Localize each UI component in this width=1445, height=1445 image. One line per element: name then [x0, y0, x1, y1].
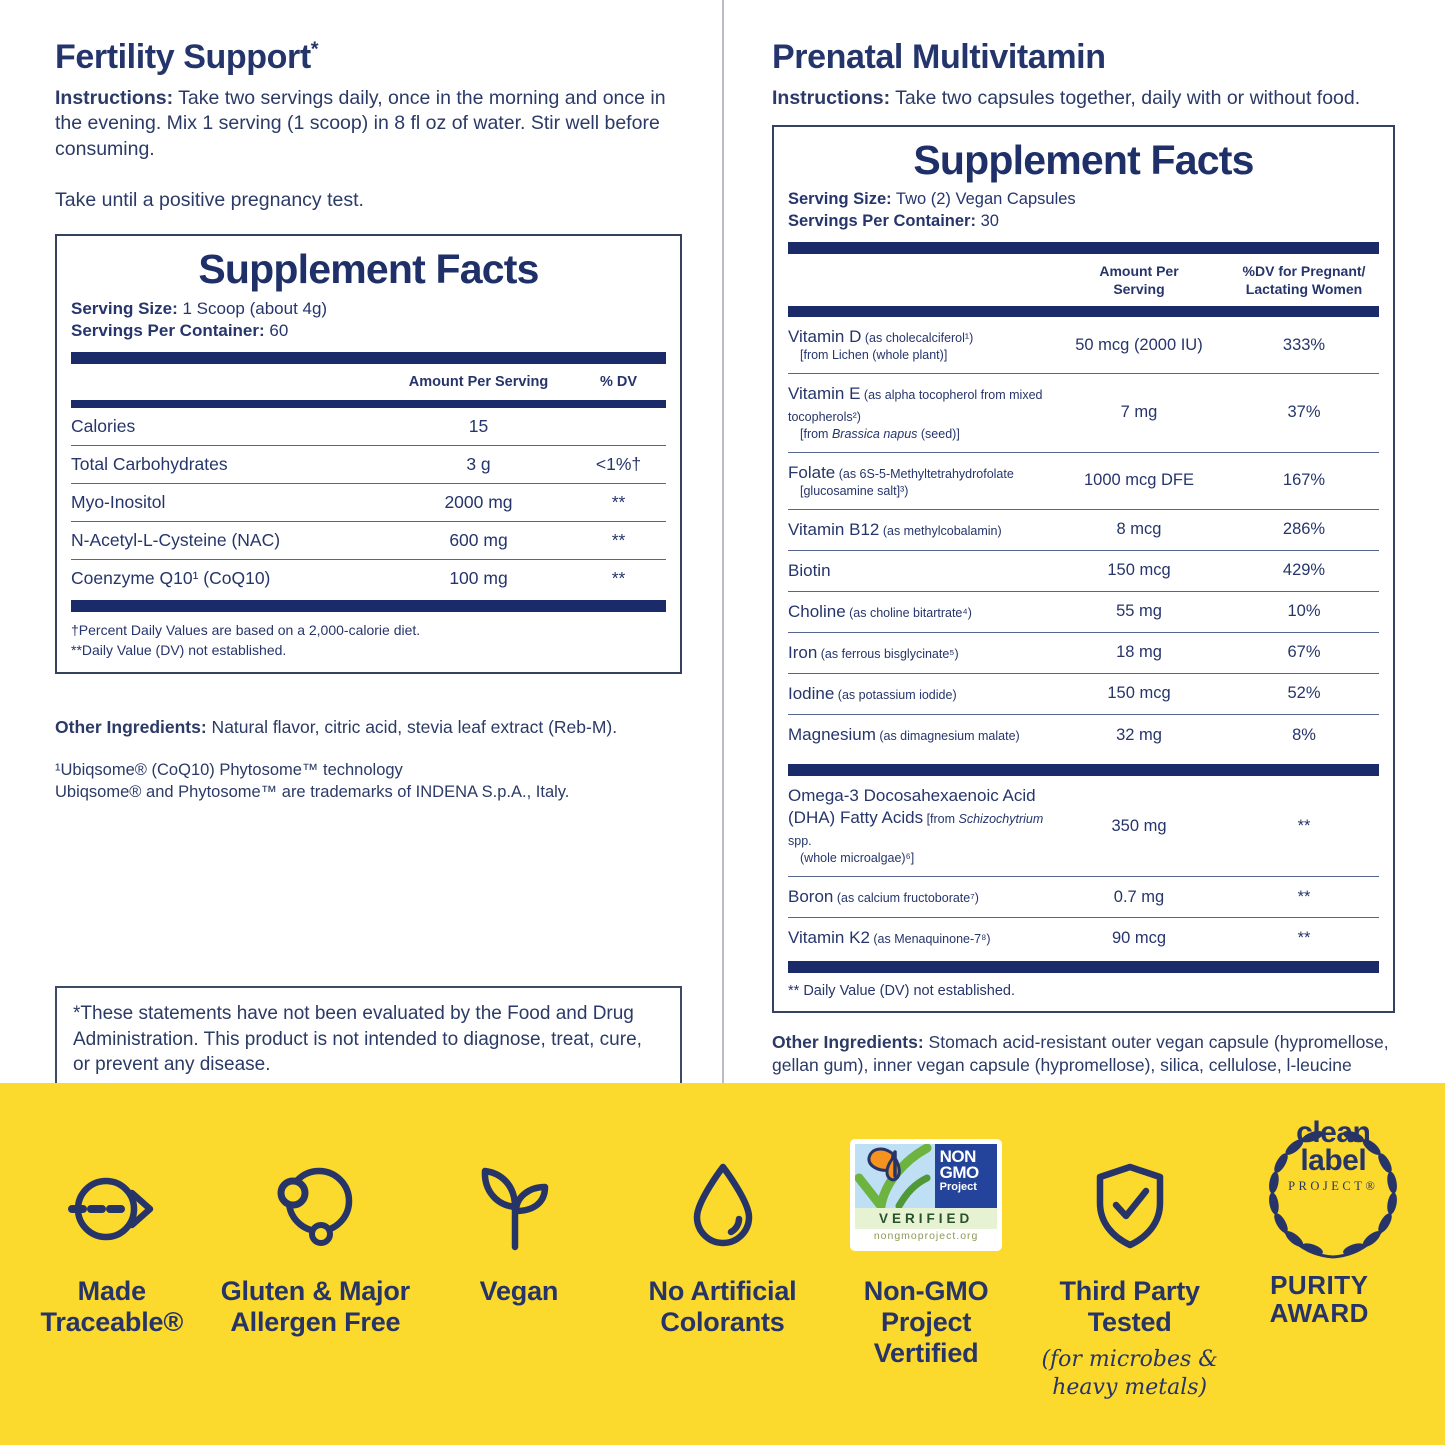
- col-header-dv-text: %DV for Pregnant/ Lactating Women: [1242, 262, 1366, 298]
- row-amount: 150 mcg: [1107, 561, 1171, 580]
- seal-url: nongmoproject.org: [855, 1229, 997, 1245]
- row-name: [788, 326, 1049, 364]
- seal-artwork: [855, 1144, 935, 1208]
- footnote-dv-not-established: **Daily Value (DV) not established.: [71, 641, 287, 658]
- row-amount: 100 mg: [449, 567, 508, 588]
- icon-slot: [269, 1133, 361, 1251]
- nutrient-name: Vitamin B12: [788, 519, 880, 539]
- nutrient-detail: (as ferrous bisglycinate⁵): [817, 646, 959, 661]
- servings-label: Servings Per Container:: [788, 212, 976, 231]
- row-amount: 3 g: [466, 453, 491, 474]
- table-row: [788, 673, 1379, 714]
- thick-bar: [788, 242, 1379, 254]
- row-amount: 50 mcg (2000 IU): [1075, 335, 1203, 354]
- nutrient-detail: (as cholecalciferol¹): [861, 331, 974, 346]
- nutrient-source: [788, 348, 1049, 364]
- row-dv: **: [1297, 816, 1311, 835]
- nutrient-source: [788, 484, 1049, 500]
- table-row: [788, 452, 1379, 509]
- supplement-facts-box-left: [55, 234, 682, 674]
- row-amount: 90 mcg: [1111, 928, 1167, 947]
- thick-bar: [788, 764, 1379, 776]
- nutrient-source: [788, 851, 1049, 867]
- nutrient-source: [788, 427, 1049, 443]
- row-dv: <1%†: [595, 453, 642, 474]
- other-ingredients-text: Natural flavor, citric acid, stevia leaf extract (Reb-M).: [206, 717, 618, 738]
- butterfly-grass-art: [855, 1144, 935, 1208]
- supplement-facts-box-right: [772, 125, 1395, 1013]
- col-header-amount-text: Amount Per Serving: [1099, 262, 1179, 298]
- nutrient-name: Iron: [788, 642, 818, 662]
- row-amount: 55 mg: [1116, 602, 1162, 621]
- row-name: [788, 886, 1049, 908]
- source-text: [from Lichen (whole plant)]: [800, 348, 948, 363]
- badge-sublabel: (for microbes & heavy metals): [1041, 1347, 1218, 1400]
- servings-value: 30: [975, 212, 999, 231]
- badge-allergen-free: [214, 1083, 418, 1445]
- trademark-line1: ¹Ubiqsome® (CoQ10) Phytosome™ technology: [55, 760, 403, 779]
- badge-vegan: [417, 1083, 621, 1445]
- badge-label: Made Traceable®: [40, 1276, 184, 1338]
- nutrient-name: Biotin: [788, 560, 831, 580]
- non-gmo-seal: [850, 1139, 1002, 1251]
- seal-wordmark: [935, 1144, 997, 1208]
- traceable-icon: [66, 1167, 158, 1251]
- table-row: [788, 776, 1379, 876]
- other-ingredients-text: Stomach acid-resistant outer vegan capsule (hypromellose, gellan gum), inner vegan capsule (hypromellose), silica, cellulose, l-leucine: [772, 1032, 1389, 1075]
- table-row: [788, 632, 1379, 673]
- nutrient-detail: (as choline bitartrate⁴): [845, 605, 972, 620]
- table-row: [788, 876, 1379, 917]
- row-name: Total Carbohydrates: [71, 453, 228, 474]
- badge-clean-label-purity-award: [1231, 1083, 1435, 1445]
- table-row: [788, 509, 1379, 550]
- supplement-facts-title-right: Supplement Facts: [913, 137, 1254, 184]
- seal-word-gmo: GMO: [939, 1162, 979, 1182]
- row-amount: 15: [468, 415, 489, 436]
- fda-disclaimer-box: [55, 986, 682, 1093]
- row-dv: 333%: [1282, 335, 1326, 354]
- row-name: Calories: [71, 415, 136, 436]
- table-rows-right: [788, 317, 1379, 958]
- row-name: [788, 785, 1049, 867]
- table-rows-left: [71, 408, 666, 597]
- prenatal-multivitamin-panel: [772, 38, 1395, 1146]
- row-dv: 286%: [1282, 520, 1326, 539]
- row-amount: 18 mg: [1116, 643, 1162, 662]
- row-dv: 52%: [1287, 684, 1321, 703]
- table-row: [71, 559, 666, 597]
- row-amount: 600 mg: [449, 529, 508, 550]
- icon-slot: [687, 1133, 759, 1251]
- row-dv: 167%: [1282, 471, 1326, 490]
- table-row: [788, 317, 1379, 373]
- allergen-free-icon: [269, 1161, 361, 1251]
- nutrient-detail: (as methylcobalamin): [879, 523, 1002, 538]
- vegan-sprout-icon: [479, 1161, 559, 1251]
- row-dv: 8%: [1292, 725, 1316, 744]
- instructions-label: Instructions:: [55, 87, 174, 109]
- col-header-dv: [1229, 262, 1379, 298]
- nutrient-name: Folate: [788, 462, 836, 482]
- table-row: [788, 917, 1379, 958]
- servings-label: Servings Per Container:: [71, 321, 265, 341]
- thick-bar: [788, 306, 1379, 317]
- badge-third-party-tested: [1028, 1083, 1232, 1445]
- icon-slot: [66, 1133, 158, 1251]
- nutrient-name: Vitamin K2: [788, 928, 870, 948]
- row-amount: 1000 mcg DFE: [1083, 471, 1195, 490]
- serving-size-line-left: [71, 298, 666, 343]
- row-name: N-Acetyl-L-Cysteine (NAC): [71, 529, 281, 550]
- fertility-title-text: Fertility Support: [55, 38, 311, 76]
- row-amount: 0.7 mg: [1113, 887, 1165, 906]
- row-amount: 350 mg: [1111, 816, 1167, 835]
- shield-check-icon: [1090, 1161, 1170, 1251]
- seal-word-non: NON: [939, 1147, 976, 1166]
- nutrient-detail: (as calcium fructoborate⁷): [833, 890, 979, 905]
- footnote-dv-basis: †Percent Daily Values are based on a 2,000-calorie diet.: [71, 621, 421, 638]
- nutrient-name: Boron: [788, 886, 834, 906]
- project-text: PROJECT®: [1288, 1178, 1379, 1193]
- page-title-left: [55, 38, 682, 77]
- row-name: Coenzyme Q10¹ (CoQ10): [71, 567, 271, 588]
- nutrient-name: Omega-3 Docosahexaenoic Acid (DHA) Fatty Acids: [788, 786, 1036, 828]
- table-row: [71, 445, 666, 483]
- nutrient-name: Iodine: [788, 683, 835, 703]
- trademark-note-left: [55, 759, 682, 804]
- laurel-wreath-logo: [1244, 1115, 1422, 1267]
- table-row: [788, 714, 1379, 755]
- trademark-line2: Ubiqsome® and Phytosome™ are trademarks of INDENA S.p.A., Italy.: [55, 783, 570, 802]
- icon-slot: [1090, 1133, 1170, 1251]
- row-dv: **: [611, 529, 626, 550]
- row-name: [788, 642, 1049, 664]
- source-text: (seed)]: [917, 427, 960, 442]
- badge-label: Third Party Tested: [1059, 1276, 1200, 1338]
- badge-label: No Artificial Colorants: [648, 1276, 797, 1338]
- row-dv: 67%: [1287, 643, 1321, 662]
- row-name: [788, 519, 1049, 541]
- row-amount: 8 mcg: [1116, 520, 1162, 539]
- row-name: [788, 601, 1049, 623]
- nutrient-name: Choline: [788, 601, 846, 621]
- row-name: [788, 724, 1049, 746]
- seal-top: [855, 1144, 997, 1208]
- butterfly: [869, 1149, 899, 1180]
- row-amount: 150 mcg: [1107, 684, 1171, 703]
- row-name: [788, 560, 1049, 582]
- label-text: label: [1300, 1144, 1367, 1178]
- col-header-amount: [1049, 262, 1229, 298]
- badge-made-traceable: [10, 1083, 214, 1445]
- row-dv: **: [1297, 928, 1311, 947]
- fertility-support-panel: [55, 38, 682, 803]
- footnotes-left: [71, 621, 666, 660]
- nutrient-detail: [from: [923, 812, 959, 827]
- row-dv: 10%: [1287, 602, 1321, 621]
- serving-size-line-right: [788, 189, 1379, 233]
- instructions-text: Take two capsules together, daily with or without food.: [890, 87, 1361, 109]
- nutrient-name: Vitamin D: [788, 327, 862, 347]
- seal-word-project: Project: [939, 1181, 977, 1194]
- source-text: [glucosamine salt]³): [800, 483, 909, 498]
- instructions-label: Instructions:: [772, 87, 891, 109]
- row-name: [788, 683, 1049, 705]
- nutrient-detail: (as Menaquinone-7⁸): [869, 932, 991, 947]
- row-name: [788, 383, 1049, 443]
- row-name: [788, 927, 1049, 949]
- row-name: [788, 462, 1049, 500]
- icon-slot: [850, 1133, 1002, 1251]
- panel-divider: [722, 0, 724, 1083]
- badge-non-gmo: [824, 1083, 1028, 1445]
- col-header-amount: Amount Per Serving: [408, 373, 549, 390]
- pregnancy-test-note: Take until a positive pregnancy test.: [55, 189, 364, 212]
- table-row: [71, 521, 666, 559]
- row-amount: 2000 mg: [444, 491, 513, 512]
- badge-label: Gluten & Major Allergen Free: [220, 1276, 410, 1338]
- droplet-icon: [687, 1159, 759, 1251]
- nutrient-detail: (as dimagnesium malate): [875, 728, 1020, 743]
- seal-verified-strip: VERIFIED: [855, 1208, 997, 1229]
- table-row: [788, 373, 1379, 452]
- servings-value: 60: [264, 321, 289, 341]
- other-ingredients-left: [55, 716, 682, 739]
- instructions-text: Take two servings daily, once in the morning and once in the evening. Mix 1 serving (1 scoop) in 8 fl oz of water. Stir well before consuming.: [55, 87, 666, 160]
- badge-label: Non-GMO Project Vertified: [863, 1276, 989, 1369]
- other-ingredients-label: Other Ingredients:: [772, 1032, 924, 1053]
- nutrient-name: Magnesium: [788, 724, 876, 744]
- row-dv: 429%: [1282, 561, 1326, 580]
- badge-label: Vegan: [479, 1276, 559, 1306]
- nutrient-name: Vitamin E: [788, 383, 861, 403]
- fertility-instructions: [55, 86, 682, 162]
- row-dv: **: [1297, 887, 1311, 906]
- table-header-right: [788, 254, 1379, 306]
- table-row: [71, 483, 666, 521]
- prenatal-instructions: [772, 86, 1395, 111]
- table-row: [788, 591, 1379, 632]
- row-dv: 37%: [1287, 403, 1321, 422]
- other-ingredients-right: [772, 1031, 1395, 1077]
- nutrient-detail: (as 6S-5-Methyltetrahydrofolate: [835, 466, 1014, 481]
- icon-slot: [479, 1133, 559, 1251]
- table-row: [71, 408, 666, 445]
- certification-badge-band: [0, 1083, 1445, 1445]
- table-row: [788, 550, 1379, 591]
- serving-size-value: Two (2) Vegan Capsules: [891, 190, 1076, 209]
- fda-disclaimer-text: *These statements have not been evaluated by the Food and Drug Administration. This product is not intended to diagnose, treat, cure, or prevent any disease.: [73, 1003, 642, 1076]
- col-header-dv: % DV: [599, 373, 638, 390]
- nutrient-detail: (as potassium iodide): [834, 687, 957, 702]
- nutrient-detail: (as alpha tocopherol from mixed tocopherols²): [788, 387, 1043, 425]
- serving-size-value: 1 Scoop (about 4g): [177, 299, 328, 319]
- other-ingredients-label: Other Ingredients:: [55, 717, 207, 738]
- purity-award-label: PURITY AWARD: [1269, 1269, 1369, 1328]
- clean-text: clean: [1296, 1115, 1371, 1149]
- row-dv: **: [611, 491, 626, 512]
- thick-bar: [788, 961, 1379, 973]
- row-name: Myo-Inositol: [71, 491, 166, 512]
- serving-size-label: Serving Size:: [788, 190, 892, 209]
- row-amount: 32 mg: [1116, 725, 1162, 744]
- source-species: Brassica napus: [831, 427, 918, 442]
- icon-slot: [1244, 1115, 1422, 1328]
- page-title-right: Prenatal Multivitamin: [772, 38, 1106, 76]
- table-header-left: [71, 364, 666, 400]
- thick-bar: [71, 352, 666, 364]
- thick-bar: [71, 600, 666, 612]
- source-text: (whole microalgae)⁶]: [800, 851, 915, 866]
- nutrient-detail-species: Schizochytrium: [958, 812, 1044, 827]
- row-dv: **: [611, 567, 626, 588]
- fertility-title-asterisk: *: [310, 38, 319, 61]
- serving-size-label: Serving Size:: [71, 299, 178, 319]
- supplement-facts-title-left: Supplement Facts: [198, 246, 539, 293]
- nutrient-detail: spp.: [788, 834, 812, 849]
- thick-bar: [71, 400, 666, 408]
- badge-no-artificial-colorants: [621, 1083, 825, 1445]
- clean-label-wordmark: [1244, 1115, 1422, 1194]
- row-amount: 7 mg: [1120, 403, 1158, 422]
- source-text: [from: [800, 427, 832, 442]
- footnote-dv-not-established: ** Daily Value (DV) not established.: [788, 983, 1016, 1000]
